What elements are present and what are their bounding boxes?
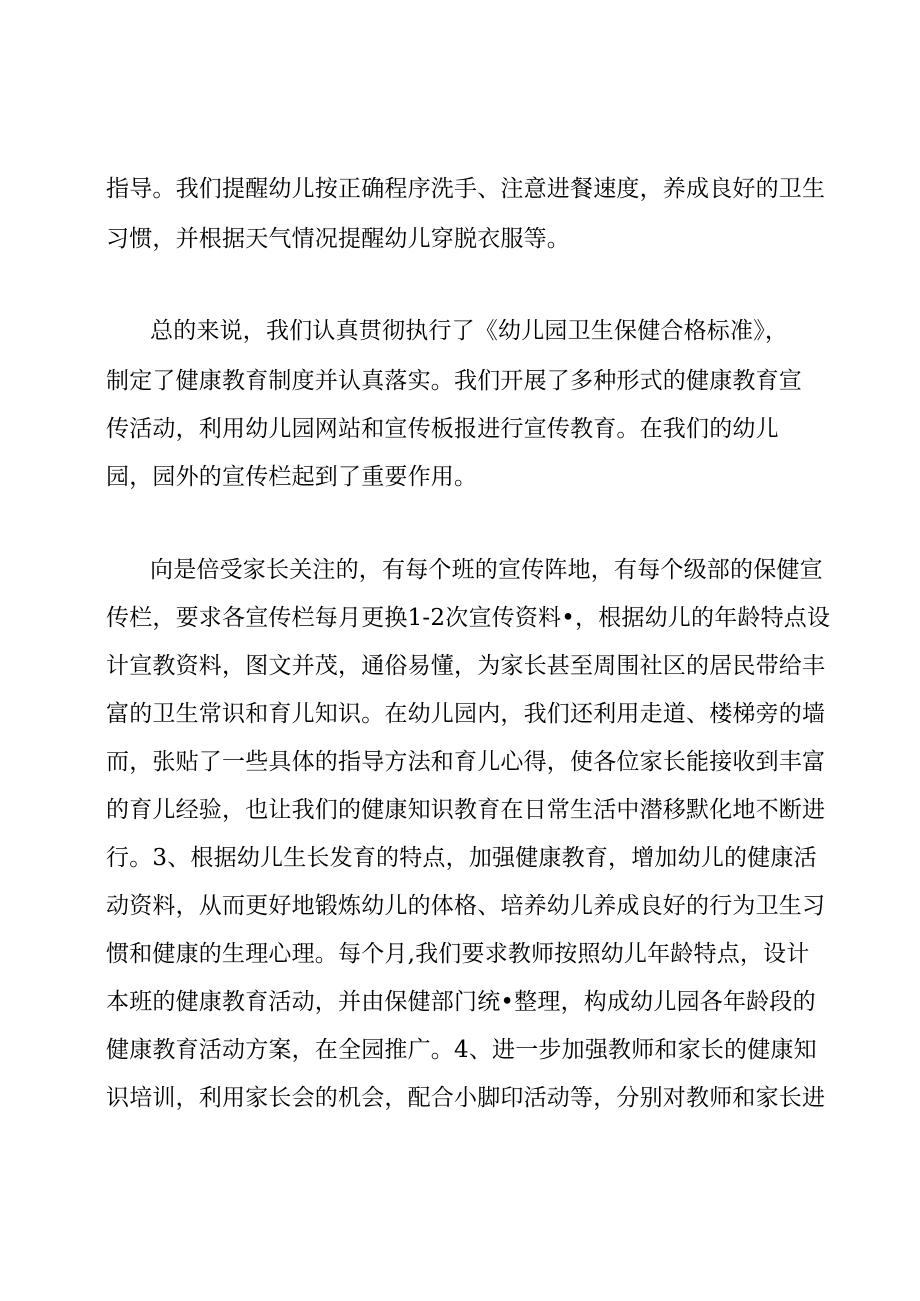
paragraph-1-line-2: 习惯，并根据天气情况提醒幼儿穿脱衣服等。	[106, 226, 570, 252]
paragraph-1-line-1: 指导。我们提醒幼儿按正确程序洗手、注意进餐速度，养成良好的卫生	[106, 176, 826, 202]
paragraph-3-line-8: 动资料，从而更好地锻炼幼儿的体格、培养幼儿养成良好的行为卫生习	[106, 893, 826, 919]
paragraph-3-line-3: 计宣教资料，图文并茂，通俗易懂，为家长甚至周围社区的居民带给丰	[106, 653, 826, 679]
paragraph-3-line-7: 行。3、根据幼儿生长发育的特点，加强健康教育，增加幼儿的健康活	[106, 845, 817, 871]
paragraph-3-line-5: 而，张贴了一些具体的指导方法和育儿心得，使各位家长能接收到丰富	[106, 749, 826, 775]
paragraph-2-line-4: 园，园外的宣传栏起到了重要作用。	[106, 464, 478, 490]
paragraph-3-line-12: 识培训，利用家长会的机会，配合小脚印活动等，分别对教师和家长进	[106, 1085, 826, 1111]
paragraph-3-line-9: 惯和健康的生理心理。每个月,我们要求教师按照幼儿年龄特点，设计	[106, 941, 810, 967]
paragraph-3-line-10: 本班的健康教育活动，并由保健部门统•整理，构成幼儿园各年龄段的	[106, 989, 816, 1015]
paragraph-3-line-1: 向是倍受家长关注的，有每个班的宣传阵地，有每个级部的保健宣	[150, 557, 823, 583]
paragraph-3-line-4: 富的卫生常识和育儿知识。在幼儿园内，我们还利用走道、楼梯旁的墙	[106, 701, 826, 727]
paragraph-3-line-2: 传栏，要求各宣传栏每月更换1-2次宣传资料•，根据幼儿的年龄特点设	[106, 605, 831, 631]
paragraph-3-line-11: 健康教育活动方案，在全园推广。4、进一步加强教师和家长的健康知	[106, 1037, 817, 1063]
paragraph-2-line-1: 总的来说，我们认真贯彻执行了《幼儿园卫生保健合格标准》，	[150, 318, 789, 344]
paragraph-2-line-3: 传活动，利用幼儿园网站和宣传板报进行宣传教育。在我们的幼儿	[106, 416, 779, 442]
paragraph-3-line-6: 的育儿经验，也让我们的健康知识教育在日常生活中潜移默化地不断进	[106, 797, 826, 823]
paragraph-2-line-2: 制定了健康教育制度并认真落实。我们开展了多种形式的健康教育宣	[106, 368, 802, 394]
